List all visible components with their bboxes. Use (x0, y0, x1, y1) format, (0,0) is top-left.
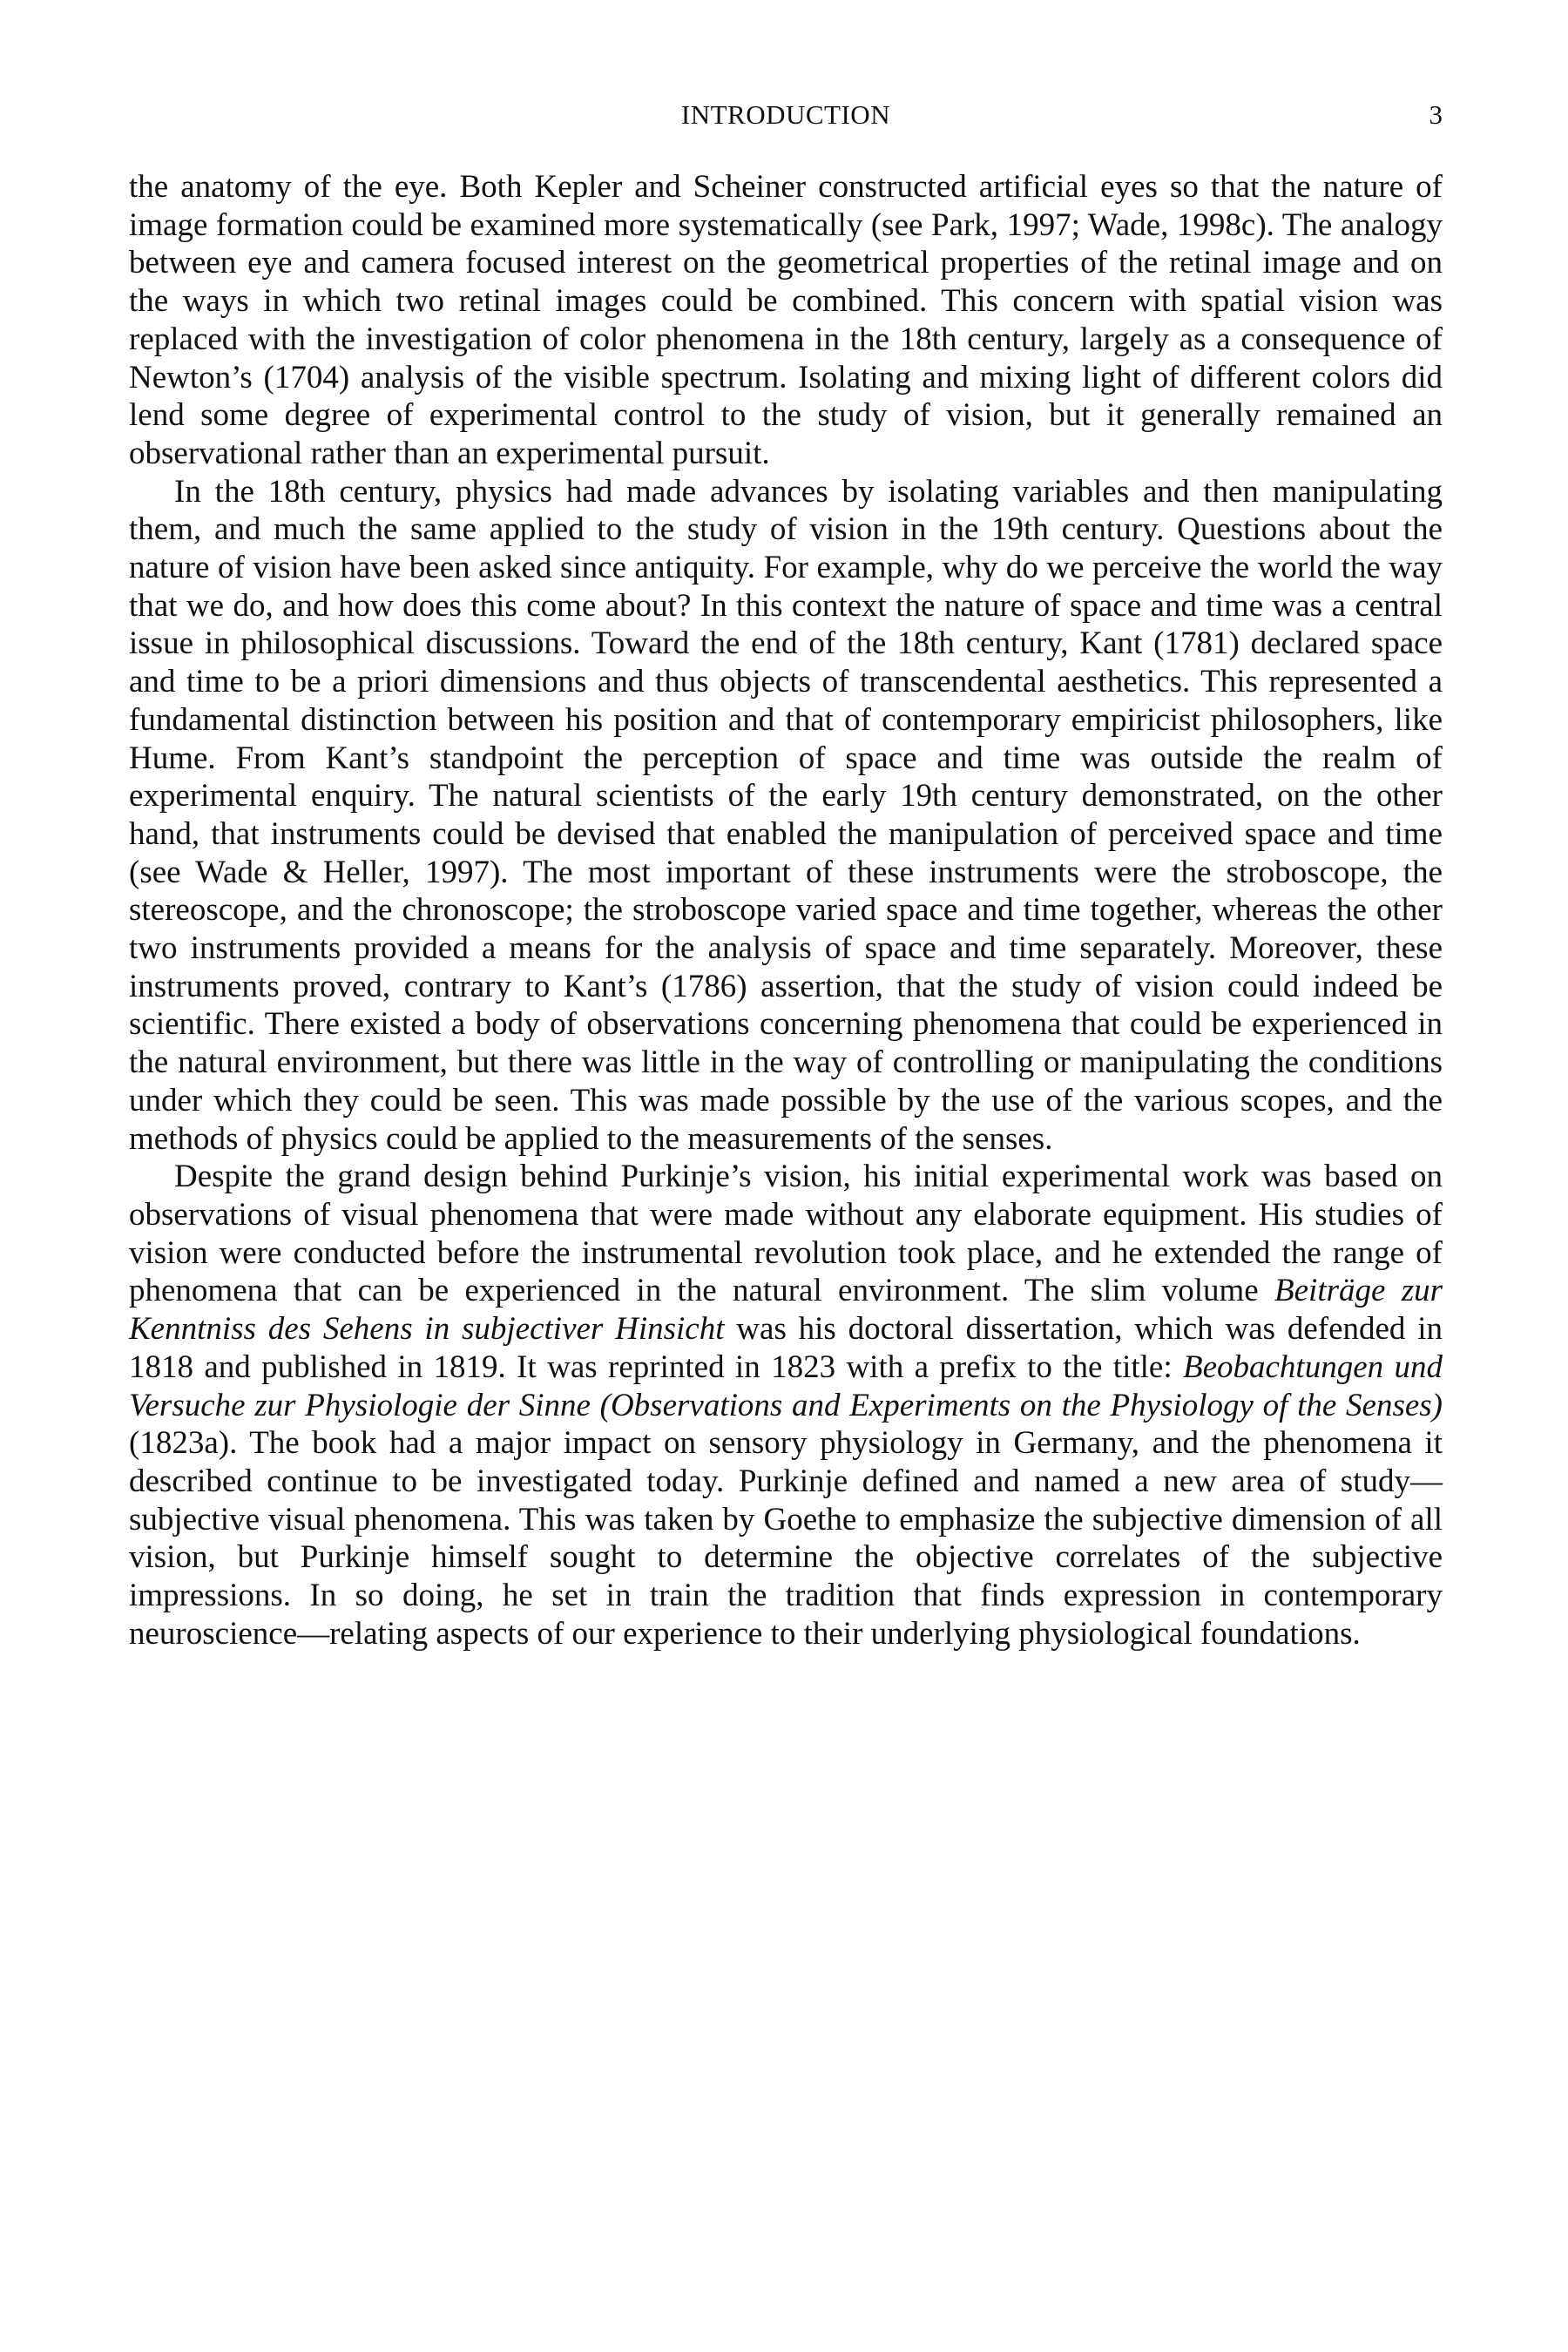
paragraph-text: In the 18th century, physics had made advances by isolating variables and then manipulating them, and much the same applied to the study of vision in the 19th century. Questions about the nature of vision have been asked since antiquity. For example, why do we perceive the world the way that we do, and how does this come about? In this context the nature of space and time was a central issue in philosophical discussions. Toward the end of the 18th century, Kant (1781) declared space and time to be a priori dimensions and thus objects of transcendental aesthetics. This represented a fundamental distinction between his position and that of contemporary empiricist philosophers, like Hume. From Kant’s standpoint the perception of space and time was outside the realm of experimental enquiry. The natural scientists of the early 19th century demonstrated, on the other hand, that instruments could be devised that enabled the manipulation of perceived space and time (see Wade & Heller, 1997). The most important of these instruments were the stroboscope, the stereoscope, and the chronoscope; the stroboscope varied space and time together, whereas the other two instruments provided a means for the analysis of space and time separately. Moreover, these instruments proved, contrary to Kant’s (1786) assertion, that the study of vision could indeed be scientific. There existed a body of observations concerning phenomena that could be experienced in the natural environment, but there was little in the way of controlling or manipulating the conditions under which they could be seen. This was made possible by the use of the various scopes, and the methods of physics could be applied to the measurements of the senses. (129, 473, 1443, 1157)
book-title-italic: Beiträge zur Kenntniss des Sehens in subjectiver Hinsicht (129, 1273, 1443, 1348)
running-head (129, 98, 1443, 132)
paragraph-1 (129, 168, 1443, 473)
paragraph-text: the anatomy of the eye. Both Kepler and Scheiner constructed artificial eyes so that the nature of image formation could be examined more systematically (see Park, 1997; Wade, 1998c). The analogy between eye and camera focused interest on the geometrical properties of the retinal image and on the ways in which two retinal images could be combined. This concern with spatial vision was replaced with the investigation of color phenomena in the 18th century, largely as a consequence of Newton’s (1704) analysis of the visible spectrum. Isolating and mixing light of different colors did lend some degree of experimental control to the study of vision, but it generally remained an observational rather than an experimental pursuit. (129, 169, 1443, 471)
paragraph-text: was his doctoral dissertation, which was defended in 1818 and published in 1819. It was reprinted in 1823 with a prefix to the title: (129, 1311, 1443, 1385)
book-title-italic: Beobachtungen und Versuche zur Physiologie der Sinne (Observations and Experiments on the Physiology of the Senses) (129, 1348, 1443, 1423)
paragraph-text: Despite the grand design behind Purkinje’s vision, his initial experimental work was based on observations of visual phenomena that were made without any elaborate equipment. His studies of vision were conducted before the instrumental revolution took place, and he extended the range of phenomena that can be experienced in the natural environment. The slim volume (129, 1159, 1443, 1309)
running-title: INTRODUCTION (680, 99, 891, 130)
paragraph-2 (129, 473, 1443, 1159)
body-text (129, 168, 1443, 1652)
paragraph-text: (1823a). The book had a major impact on sensory physiology in Germany, and the phenomena it described continue to be investigated today. Purkinje defined and named a new area of study—subjective visual phenomena. This was taken by Goethe to emphasize the subjective dimension of all vision, but Purkinje himself sought to determine the objective correlates of the subjective impressions. In so doing, he set in train the tradition that finds expression in contemporary neuroscience—relating aspects of our experience to their underlying physiological foundations. (129, 1425, 1443, 1652)
page-number: 3 (1429, 99, 1443, 130)
paragraph-3 (129, 1158, 1443, 1652)
